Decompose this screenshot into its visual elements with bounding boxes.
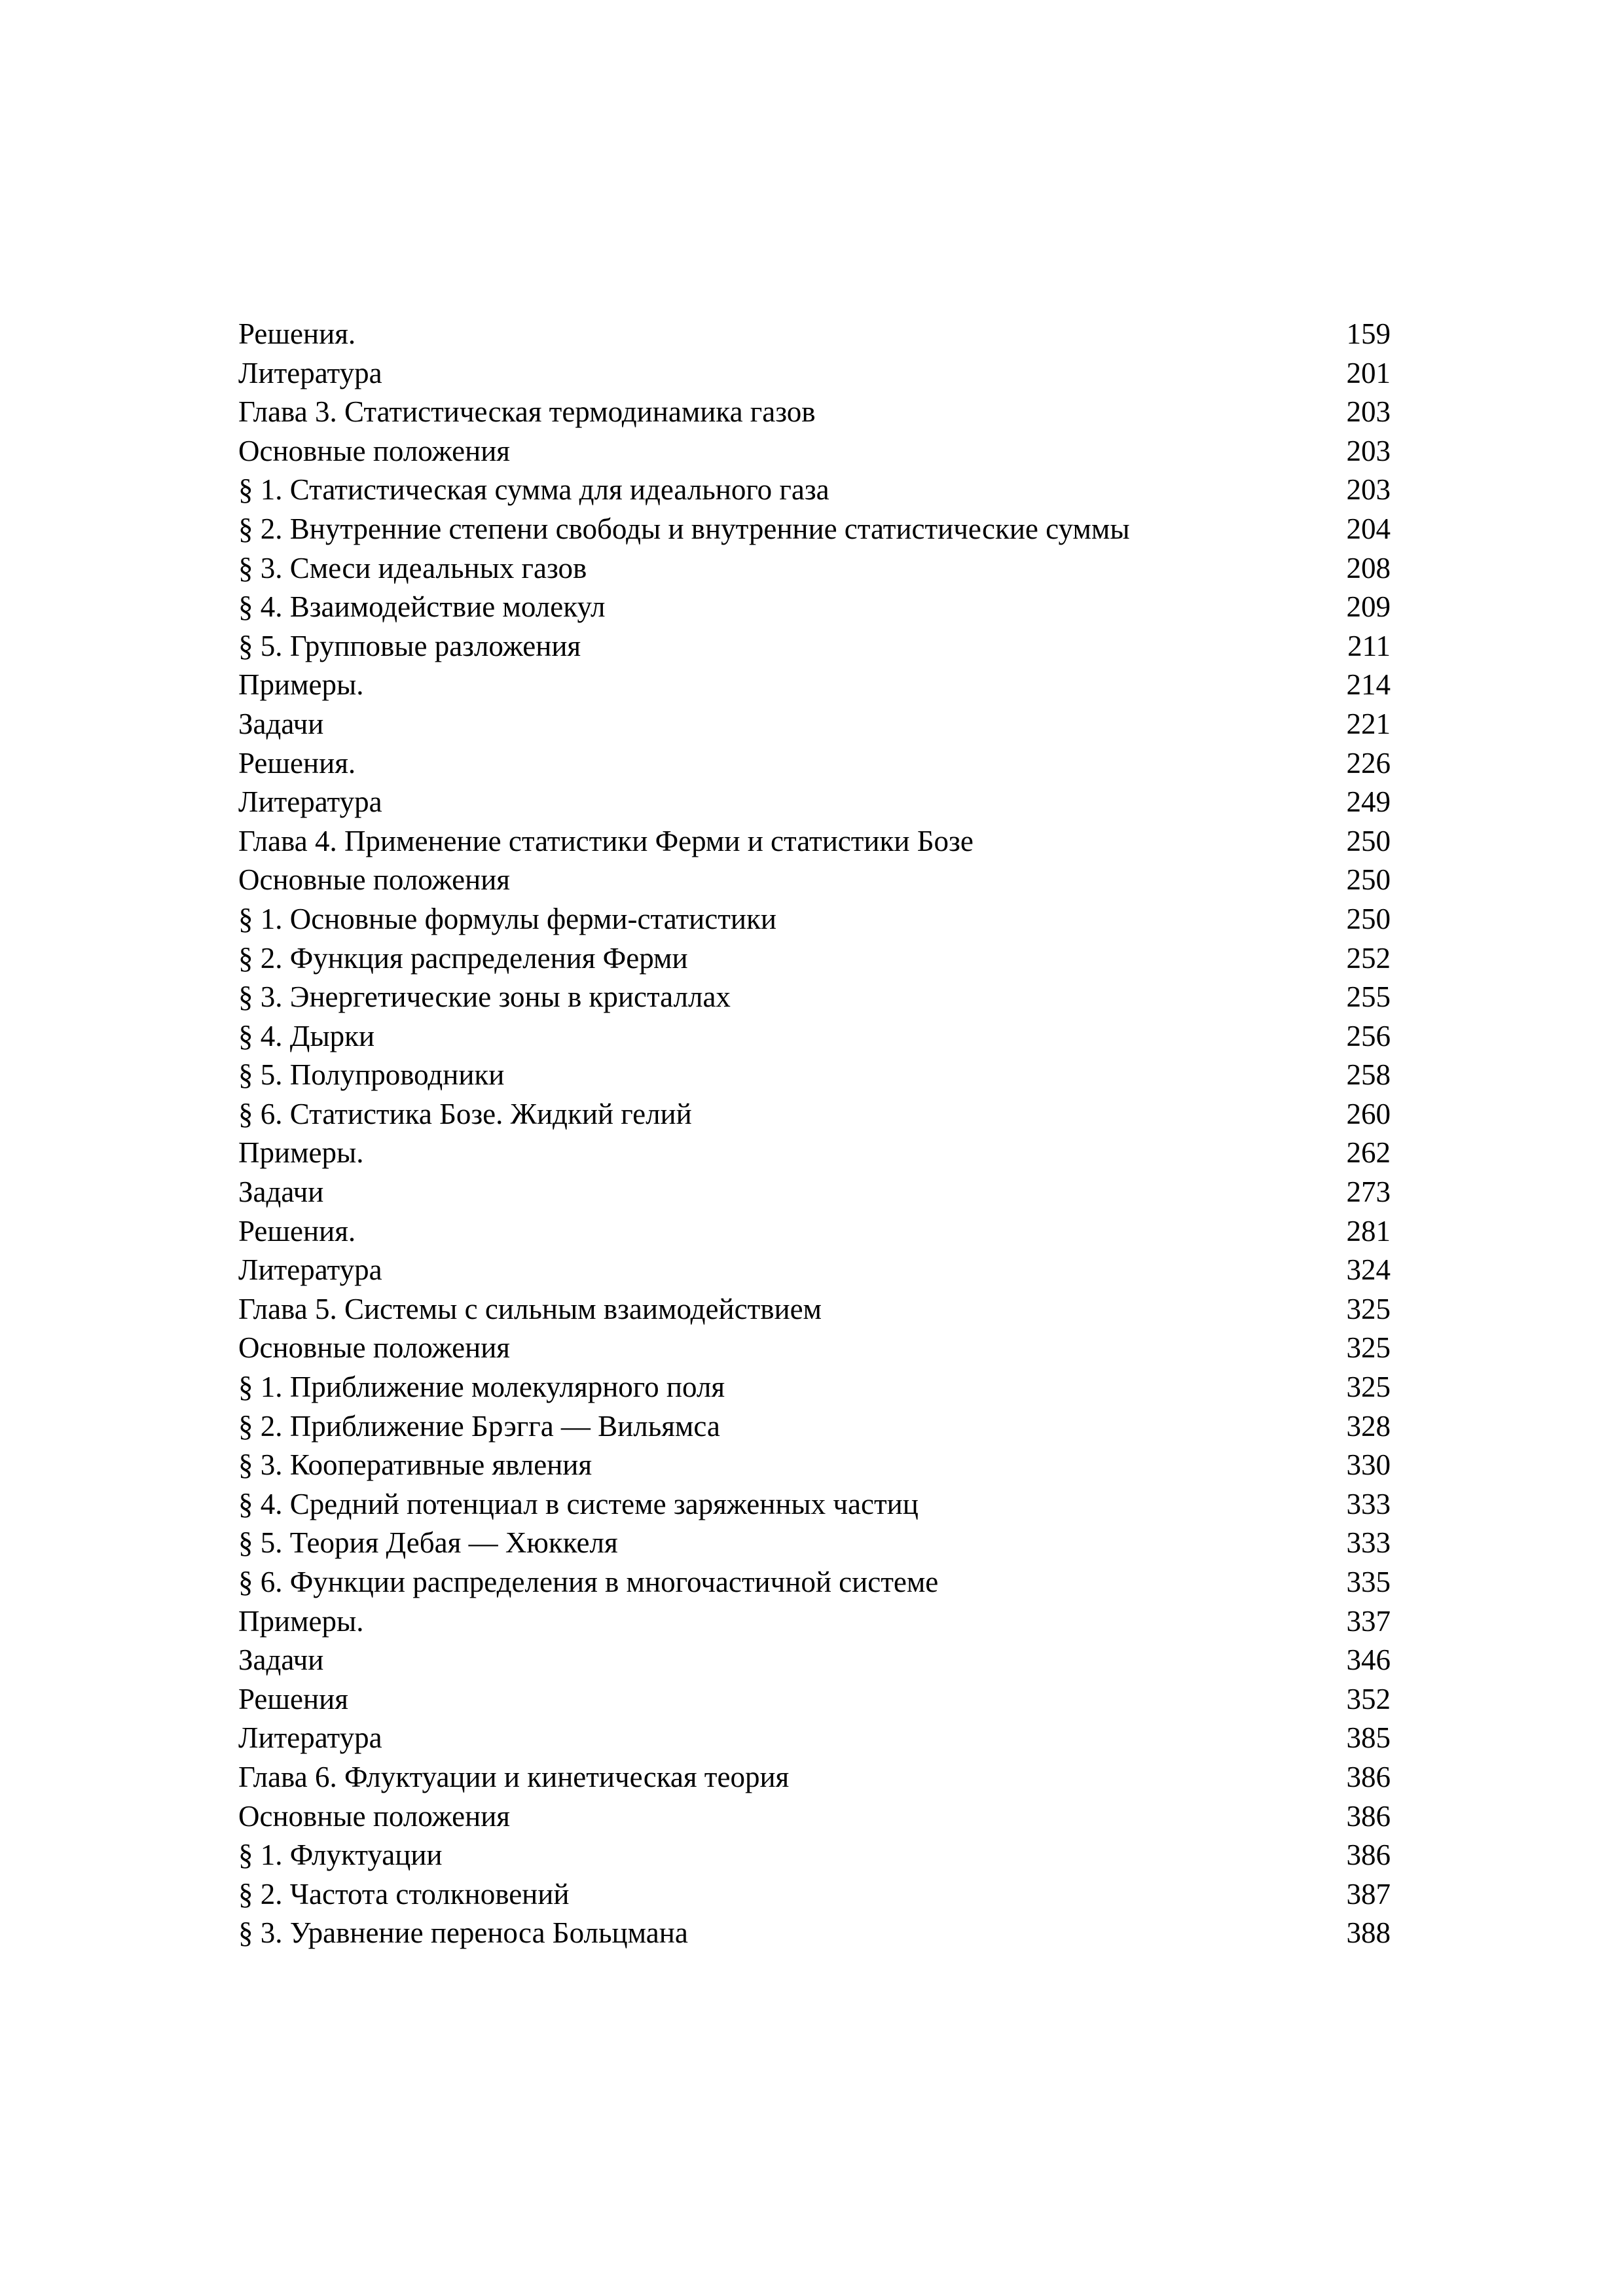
toc-entry-page: 249 (1346, 785, 1391, 819)
toc-entry (238, 705, 1391, 744)
toc-entry-page: 209 (1346, 590, 1391, 624)
toc-entry-title: Решения. (238, 1214, 356, 1247)
toc-entry (238, 1836, 1391, 1875)
toc-entry-page: 203 (1346, 434, 1391, 467)
toc-entry-page: 328 (1346, 1409, 1391, 1443)
toc-entry-page: 159 (1346, 317, 1391, 350)
toc-entry (238, 861, 1391, 900)
toc-entry (238, 1407, 1391, 1446)
toc-entry-page: 273 (1346, 1175, 1391, 1209)
table-of-contents (238, 315, 1391, 1953)
toc-entry-page: 346 (1346, 1643, 1391, 1677)
toc-entry (238, 1563, 1391, 1602)
toc-entry-page: 250 (1346, 824, 1391, 857)
toc-entry (238, 1095, 1391, 1134)
toc-entry-title: Решения. (238, 317, 356, 350)
toc-entry-page: 203 (1346, 473, 1391, 507)
toc-entry-page: 256 (1346, 1019, 1391, 1052)
toc-entry-title: § 3. Кооперативные явления (238, 1448, 593, 1482)
toc-entry-title: § 4. Дырки (238, 1019, 375, 1052)
toc-entry (238, 1056, 1391, 1095)
toc-entry-title: Задачи (238, 1643, 324, 1677)
toc-entry-title: § 5. Полупроводники (238, 1058, 505, 1092)
toc-entry-title: Глава 3. Статистическая термодинамика газов (238, 395, 816, 429)
toc-entry (238, 744, 1391, 783)
toc-entry (238, 1758, 1391, 1797)
toc-entry-title: § 2. Частота столкновений (238, 1877, 570, 1910)
toc-entry-title: Задачи (238, 1175, 324, 1209)
toc-entry (238, 1524, 1391, 1563)
toc-entry (238, 1173, 1391, 1212)
toc-entry-page: 333 (1346, 1487, 1391, 1520)
toc-entry-title: Примеры. (238, 1136, 364, 1170)
toc-entry (238, 510, 1391, 549)
toc-entry-title: § 3. Уравнение переноса Больцмана (238, 1916, 688, 1950)
toc-entry-page: 324 (1346, 1253, 1391, 1287)
toc-entry-page: 325 (1346, 1371, 1391, 1404)
toc-entry (238, 1641, 1391, 1680)
toc-entry-page: 252 (1346, 941, 1391, 975)
toc-entry-title: Основные положения (238, 1331, 510, 1365)
toc-entry-title: § 4. Средний потенциал в системе заряженных частиц (238, 1487, 919, 1520)
toc-entry-page: 250 (1346, 902, 1391, 935)
toc-entry-title: Решения (238, 1682, 348, 1715)
toc-entry-page: 337 (1346, 1604, 1391, 1638)
toc-entry-page: 221 (1346, 707, 1391, 740)
toc-entry-page: 281 (1346, 1214, 1391, 1247)
toc-entry (238, 1017, 1391, 1056)
toc-entry (238, 1134, 1391, 1173)
toc-entry-title: § 5. Теория Дебая — Хюккеля (238, 1526, 618, 1560)
toc-entry-title: Литература (238, 1253, 382, 1287)
toc-entry-title: § 5. Групповые разложения (238, 629, 581, 662)
toc-entry-page: 333 (1346, 1526, 1391, 1560)
toc-entry-title: Основные положения (238, 434, 510, 467)
toc-entry (238, 393, 1391, 432)
toc-entry-title: § 3. Смеси идеальных газов (238, 551, 587, 584)
toc-entry-title: § 6. Функции распределения в многочастичной системе (238, 1566, 939, 1598)
toc-entry (238, 354, 1391, 393)
toc-entry (238, 1719, 1391, 1758)
toc-entry-title: § 6. Статистика Бозе. Жидкий гелий (238, 1097, 692, 1130)
toc-entry-page: 387 (1346, 1877, 1391, 1910)
toc-entry-title: § 2. Приближение Брэгга — Вильямса (238, 1409, 720, 1443)
toc-entry-title: § 1. Статистическая сумма для идеального газа (238, 473, 830, 507)
toc-entry (238, 900, 1391, 939)
toc-entry (238, 1251, 1391, 1290)
toc-entry (238, 549, 1391, 588)
toc-entry-title: Литература (238, 1721, 382, 1755)
toc-entry (238, 978, 1391, 1017)
toc-entry-page: 203 (1346, 395, 1391, 429)
toc-entry (238, 627, 1391, 666)
toc-entry-title: § 2. Функция распределения Ферми (238, 941, 688, 975)
toc-entry (238, 783, 1391, 822)
toc-entry (238, 1875, 1391, 1914)
toc-entry-page: 335 (1346, 1566, 1391, 1598)
toc-entry (238, 1602, 1391, 1641)
toc-entry (238, 471, 1391, 510)
toc-entry-title: Задачи (238, 707, 324, 740)
toc-entry (238, 1212, 1391, 1251)
toc-entry-page: 214 (1346, 668, 1391, 702)
toc-entry-page: 226 (1346, 746, 1391, 780)
toc-entry-page: 250 (1346, 863, 1391, 897)
toc-entry-page: 325 (1346, 1292, 1391, 1325)
toc-entry-page: 386 (1346, 1760, 1391, 1793)
toc-entry (238, 1446, 1391, 1485)
toc-entry-page: 262 (1346, 1136, 1391, 1170)
toc-entry-title: Примеры. (238, 1604, 364, 1638)
toc-entry-title: § 4. Взаимодействие молекул (238, 590, 606, 624)
toc-entry-title: Основные положения (238, 1799, 510, 1833)
toc-entry-page: 388 (1346, 1916, 1391, 1950)
toc-entry-title: Решения. (238, 746, 356, 780)
toc-entry (238, 1797, 1391, 1837)
toc-entry-title: § 1. Приближение молекулярного поля (238, 1371, 725, 1404)
toc-entry-title: Примеры. (238, 668, 364, 702)
toc-entry-page: 325 (1346, 1331, 1391, 1365)
toc-entry (238, 588, 1391, 627)
toc-entry-page: 208 (1346, 551, 1391, 584)
toc-entry-title: Основные положения (238, 863, 510, 897)
toc-entry-page: 258 (1346, 1058, 1391, 1092)
toc-entry-title: Глава 6. Флуктуации и кинетическая теория (238, 1760, 790, 1793)
toc-entry-title: Литература (238, 356, 382, 389)
toc-entry (238, 666, 1391, 705)
toc-entry (238, 315, 1391, 354)
toc-entry-page: 352 (1346, 1682, 1391, 1715)
toc-entry (238, 1329, 1391, 1368)
toc-entry-page: 330 (1346, 1448, 1391, 1482)
toc-entry (238, 822, 1391, 861)
toc-entry-page: 386 (1346, 1839, 1391, 1872)
toc-entry (238, 432, 1391, 471)
toc-entry (238, 939, 1391, 978)
toc-entry-page: 211 (1347, 629, 1391, 662)
toc-entry-title: Литература (238, 785, 382, 819)
toc-entry-title: § 2. Внутренние степени свободы и внутренние статистические суммы (238, 512, 1130, 545)
toc-entry (238, 1485, 1391, 1524)
toc-entry-page: 201 (1346, 356, 1391, 389)
toc-entry (238, 1368, 1391, 1407)
toc-entry-title: § 3. Энергетические зоны в кристаллах (238, 980, 731, 1014)
toc-entry-page: 255 (1346, 980, 1391, 1014)
toc-entry-title: Глава 5. Системы с сильным взаимодействием (238, 1292, 822, 1325)
toc-entry (238, 1290, 1391, 1329)
toc-entry-title: § 1. Основные формулы ферми-статистики (238, 902, 776, 935)
toc-entry-page: 260 (1346, 1097, 1391, 1130)
toc-entry-page: 386 (1346, 1799, 1391, 1833)
toc-entry (238, 1914, 1391, 1953)
toc-entry-title: Глава 4. Применение статистики Ферми и статистики Бозе (238, 824, 974, 857)
toc-entry-page: 204 (1346, 512, 1391, 545)
toc-entry (238, 1680, 1391, 1719)
toc-entry-title: § 1. Флуктуации (238, 1839, 443, 1872)
toc-entry-page: 385 (1346, 1721, 1391, 1755)
